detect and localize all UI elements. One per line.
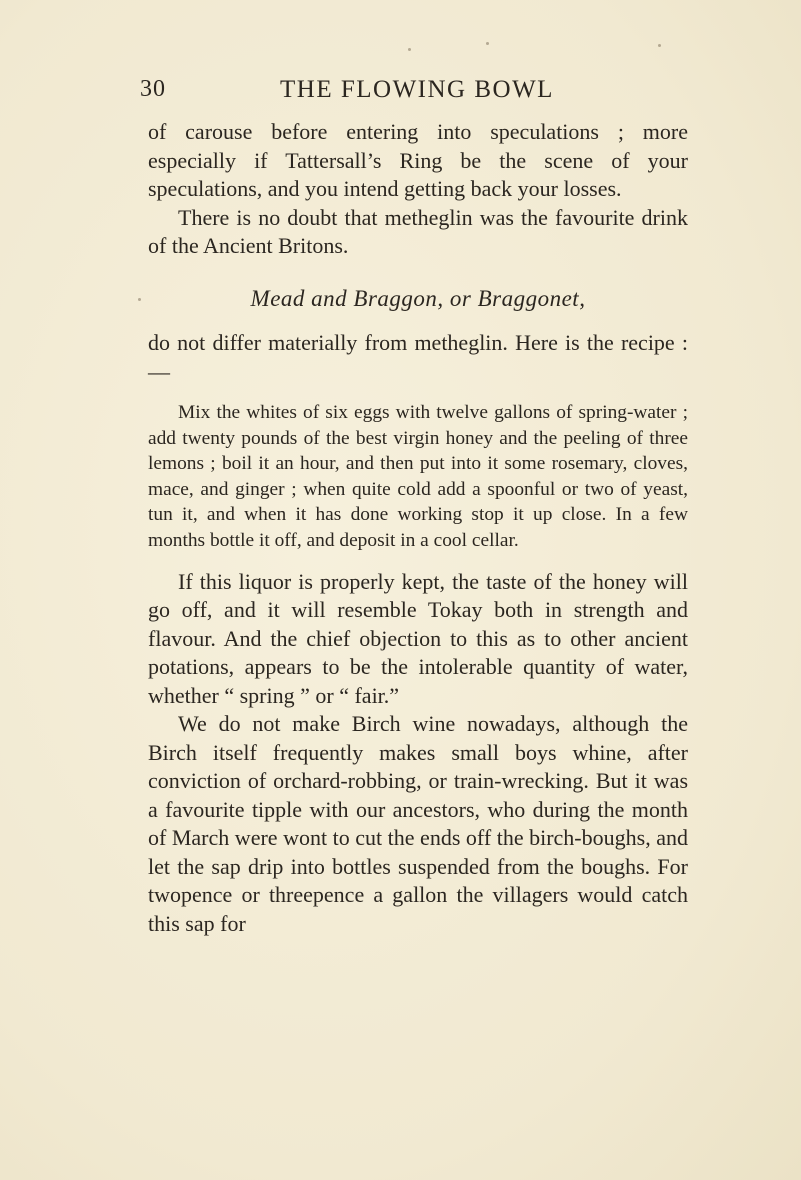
- body-text: [148, 118, 688, 938]
- paragraph: of carouse before entering into speculations ; more especially if Tattersall’s Ring be the scene of your speculations, and you intend getting back your losses.: [148, 119, 688, 201]
- paper-speck: [658, 44, 661, 47]
- paper-speck: [408, 48, 411, 51]
- page-number: 30: [140, 76, 166, 102]
- paper-speck: [486, 42, 489, 45]
- page-header: [140, 72, 680, 112]
- paragraph: There is no doubt that metheglin was the favourite drink of the Ancient Britons.: [148, 204, 688, 258]
- paragraph: If this liquor is properly kept, the taste of the honey will go off, and it will resemble Tokay both in strength and flavour. And the chief objection to this as to other ancient potations, appears to be the intolerable quantity of water, whether “ spring ” or “ fair.”: [148, 568, 688, 708]
- recipe-text: Mix the whites of six eggs with twelve gallons of spring-water ; add twenty pounds of the best virgin honey and the peeling of three lemons ; boil it an hour, and then put into it some rosemary, cloves, mace, and ginger ; when quite cold add a spoonful or two of yeast, tun it, and when it has done working stop it up close. In a few months bottle it off, and deposit in a cool cellar.: [148, 402, 688, 551]
- paragraph: do not differ materially from metheglin. Here is the recipe :—: [148, 330, 688, 384]
- paragraph: We do not make Birch wine nowadays, although the Birch itself frequently makes small boys whine, after conviction of orchard-robbing, or train-wrecking. But it was a favourite tipple with our ancestors, who during the month of March were wont to cut the ends off the birch-boughs, and let the sap drip into bottles suspended from the boughs. For twopence or threepence a gallon the villagers would catch this sap for: [148, 711, 688, 936]
- paper-speck: [138, 298, 141, 301]
- section-subheading: Mead and Braggon, or Braggonet,: [250, 285, 586, 311]
- running-head: THE FLOWING BOWL: [280, 76, 554, 103]
